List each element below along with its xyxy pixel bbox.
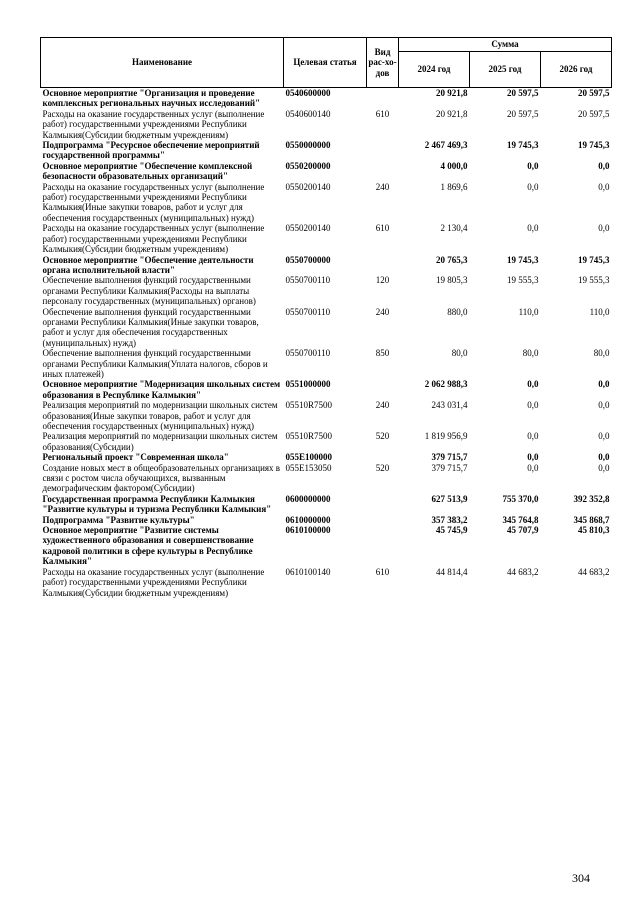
table-row: [41, 182, 612, 224]
row-value-2024: 2 130,4: [440, 223, 468, 234]
row-value-2026: 0,0: [598, 181, 610, 192]
row-name: Обеспечение выполнения функций государственными органами Республики Калмыкия(Расходы на выплаты персоналу государственных (муниципальных) органов): [42, 275, 256, 307]
row-value-2025: 755 370,0: [502, 493, 539, 504]
table-row: [41, 223, 612, 254]
row-value-2024: 357 383,2: [431, 514, 468, 525]
row-target-article: 0550700110: [285, 306, 331, 317]
row-value-2025: 0,0: [527, 400, 539, 411]
row-value-2026: 0,0: [598, 160, 610, 171]
row-value-2026: 20 597,5: [578, 88, 610, 98]
row-name: Обеспечение выполнения функций государственными органами Республики Калмыкия(Иные закупки товаров, работ и услуг для обеспечения государственных (муниципальных) нужд): [42, 306, 259, 348]
row-value-2024: 2 467 469,3: [424, 140, 468, 151]
header-target-article: Целевая статья: [284, 38, 367, 88]
row-target-article: 0610100000: [285, 525, 331, 536]
row-value-2025: 0,0: [527, 462, 539, 473]
row-expense-type: [367, 452, 399, 462]
row-expense-type: [367, 494, 399, 515]
row-name: Основное мероприятие "Модернизация школьных систем образования в Республике Калмыкия": [42, 379, 281, 400]
row-value-2026: 392 352,8: [573, 493, 610, 504]
row-value-2024: 4 000,0: [440, 160, 468, 171]
row-expense-type: 240: [375, 181, 390, 192]
row-target-article: 0550000000: [285, 140, 331, 151]
row-value-2026: 19 745,3: [578, 140, 610, 151]
row-target-article: 0610100140: [285, 566, 331, 577]
row-expense-type: [367, 161, 399, 182]
row-value-2024: 379 715,7: [431, 462, 468, 473]
row-value-2024: 20 765,3: [436, 254, 468, 265]
row-value-2025: 0,0: [527, 223, 539, 234]
row-value-2024: 80,0: [451, 348, 468, 359]
table-row: [41, 109, 612, 140]
row-target-article: 0550200000: [285, 160, 331, 171]
row-value-2025: 19 555,3: [507, 275, 539, 286]
row-name: Реализация мероприятий по модернизации школьных систем образования(Субсидии): [42, 431, 278, 452]
row-value-2025: 19 745,3: [507, 254, 539, 265]
row-name: Подпрограмма "Ресурсное обеспечение мероприятий государственной программы": [42, 140, 260, 161]
row-name: Создание новых мест в общеобразовательных организациях в связи с ростом числа обучающихся, вызванным демографическим фактором(Субсидии): [42, 462, 281, 494]
table-row: [41, 275, 612, 306]
row-target-article: 055E100000: [285, 452, 333, 463]
table-row: [41, 348, 612, 379]
row-value-2026: 45 810,3: [578, 525, 610, 536]
row-value-2026: 19 745,3: [578, 254, 610, 265]
table-row: [41, 494, 612, 515]
budget-table: [40, 37, 612, 598]
row-value-2026: 0,0: [598, 452, 610, 463]
row-name: Подпрограмма "Развитие культуры": [42, 514, 195, 525]
row-name: Региональный проект "Современная школа": [42, 452, 229, 463]
row-target-article: 05510R7500: [285, 400, 333, 411]
header-year-2025: 2025 год: [470, 52, 541, 88]
table-row: [41, 400, 612, 431]
row-expense-type: 240: [375, 306, 390, 317]
row-value-2026: 0,0: [598, 400, 610, 411]
budget-table-page: [40, 37, 611, 598]
row-value-2026: 110,0: [589, 306, 610, 317]
row-expense-type: [367, 515, 399, 525]
row-value-2026: 44 683,2: [578, 566, 610, 577]
row-value-2025: 110,0: [518, 306, 539, 317]
row-value-2026: 345 868,7: [573, 514, 610, 525]
row-value-2025: 20 597,5: [507, 108, 539, 119]
row-value-2025: 0,0: [527, 181, 539, 192]
header-sum: Сумма: [399, 38, 612, 52]
row-target-article: 0540600140: [285, 108, 331, 119]
row-expense-type: 520: [375, 462, 390, 473]
header-year-2026: 2026 год: [541, 52, 612, 88]
row-value-2024: 19 805,3: [436, 275, 468, 286]
row-value-2025: 20 597,5: [507, 88, 539, 98]
row-name: Основное мероприятие "Обеспечение комплексной безопасности образовательных организаций": [42, 160, 253, 182]
table-row: [41, 307, 612, 349]
table-row: [41, 140, 612, 161]
row-expense-type: 610: [375, 108, 390, 119]
header-name: Наименование: [41, 38, 284, 88]
row-name: Реализация мероприятий по модернизации школьных систем образования(Иные закупки товаров, работ и услуг для обеспечения государственных (муниципальных) нужд): [42, 400, 278, 431]
row-value-2026: 80,0: [593, 348, 610, 359]
table-row: [41, 379, 612, 400]
row-expense-type: 520: [375, 431, 390, 442]
row-target-article: 0540600000: [285, 88, 331, 98]
row-value-2026: 0,0: [598, 223, 610, 234]
row-value-2025: 345 764,8: [502, 514, 539, 525]
row-name: Расходы на оказание государственных услуг (выполнение работ) государственными учреждениями Республики Калмыкия(Субсидии бюджетным учреждениям): [42, 223, 265, 255]
table-row: [41, 463, 612, 494]
row-value-2025: 0,0: [527, 431, 539, 442]
row-value-2024: 379 715,7: [431, 452, 468, 463]
table-body: [41, 88, 612, 598]
row-value-2026: 0,0: [598, 379, 610, 390]
row-value-2024: 1 869,6: [440, 181, 468, 192]
row-name: Расходы на оказание государственных услуг (выполнение работ) государственными учреждениями Республики Калмыкия(Субсидии бюджетным учреждениям): [42, 108, 265, 140]
row-target-article: 0550700110: [285, 348, 331, 359]
row-name: Расходы на оказание государственных услуг (выполнение работ) государственными учреждениями Республики Калмыкия(Субсидии бюджетным учреждениям): [42, 566, 265, 598]
row-value-2024: 880,0: [447, 306, 468, 317]
row-expense-type: 850: [375, 348, 390, 359]
row-expense-type: [367, 140, 399, 161]
table-row: [41, 161, 612, 182]
table-row: [41, 567, 612, 598]
row-value-2025: 0,0: [527, 379, 539, 390]
header-expense-type: Вид рас-хо-дов: [367, 38, 399, 88]
row-target-article: 0610000000: [285, 514, 331, 525]
row-target-article: 05510R7500: [285, 431, 333, 442]
row-value-2026: 19 555,3: [578, 275, 610, 286]
row-name: Основное мероприятие "Организация и проведение комплексных региональных научных исследований": [42, 88, 261, 109]
row-target-article: 0550700110: [285, 275, 331, 286]
row-name: Расходы на оказание государственных услуг (выполнение работ) государственными учреждениями Республики Калмыкия(Иные закупки товаров, работ и услуг для обеспечения государственных (муниципальных) нужд): [42, 181, 265, 223]
row-value-2025: 80,0: [522, 348, 539, 359]
row-value-2025: 44 683,2: [507, 566, 539, 577]
row-value-2025: 0,0: [527, 160, 539, 171]
row-target-article: 0600000000: [285, 493, 331, 504]
row-value-2026: 20 597,5: [578, 108, 610, 119]
row-expense-type: 240: [375, 400, 390, 411]
row-expense-type: [367, 379, 399, 400]
row-value-2024: 627 513,9: [431, 493, 468, 504]
header-year-2024: 2024 год: [399, 52, 470, 88]
row-name: Обеспечение выполнения функций государственными органами Республики Калмыкия(Уплата налогов, сборов и иных платежей): [42, 348, 268, 379]
row-expense-type: 610: [375, 223, 390, 234]
row-target-article: 0550700000: [285, 254, 331, 265]
row-expense-type: [367, 88, 399, 109]
table-row: [41, 88, 612, 109]
row-value-2024: 20 921,8: [436, 108, 468, 119]
row-target-article: 0550200140: [285, 181, 331, 192]
row-expense-type: 120: [375, 275, 390, 286]
row-value-2024: 2 062 988,3: [424, 379, 468, 390]
row-value-2025: 19 745,3: [507, 140, 539, 151]
table-row: [41, 515, 612, 525]
row-expense-type: 610: [375, 566, 390, 577]
row-value-2026: 0,0: [598, 462, 610, 473]
row-target-article: 055E153050: [285, 462, 332, 473]
row-value-2026: 0,0: [598, 431, 610, 442]
page-number: 304: [572, 871, 590, 885]
row-name: Основное мероприятие "Развитие системы художественного образования и совершенствование кадровой политики в сфере культуры в Республике Калмыкия": [42, 525, 254, 567]
row-value-2024: 45 745,9: [436, 525, 468, 536]
row-value-2024: 243 031,4: [431, 400, 468, 411]
row-value-2024: 20 921,8: [436, 88, 468, 98]
table-row: [41, 255, 612, 276]
row-target-article: 0550200140: [285, 223, 331, 234]
table-row: [41, 452, 612, 462]
row-value-2024: 1 819 956,9: [424, 431, 468, 442]
row-name: Основное мероприятие "Обеспечение деятельности органа исполнительной власти": [42, 254, 254, 275]
row-value-2025: 45 707,9: [507, 525, 539, 536]
row-expense-type: [367, 255, 399, 276]
row-target-article: 0551000000: [285, 379, 331, 390]
table-row: [41, 431, 612, 452]
row-expense-type: [367, 525, 399, 567]
row-value-2024: 44 814,4: [436, 566, 468, 577]
table-row: [41, 525, 612, 567]
row-value-2025: 0,0: [527, 452, 539, 463]
row-name: Государственная программа Республики Калмыкия "Развитие культуры и туризма Республики Калмыкия": [42, 493, 272, 515]
